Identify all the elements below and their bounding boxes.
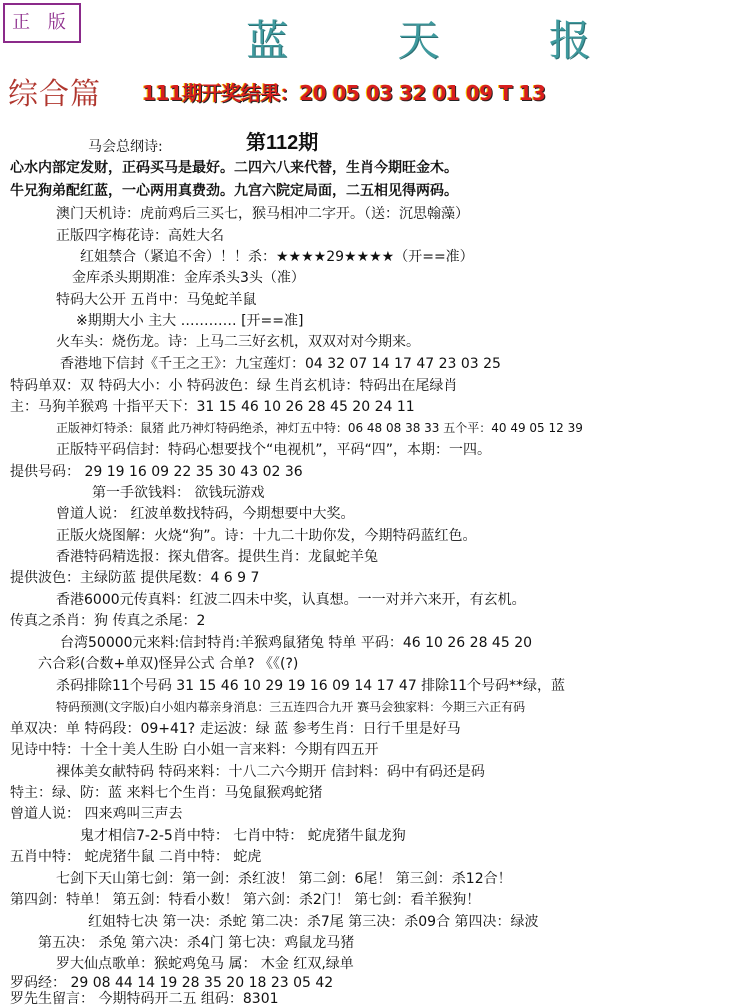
text-line: 曾道人说： 四来鸡叫三声去 <box>10 806 183 822</box>
text-line: 火车头：烧伤龙。诗：上马二三好玄机，双双对对今期来。 <box>56 334 420 350</box>
text-line: 香港地下信封《千王之王》：九宝莲灯：04 32 07 14 17 47 23 03 25 <box>60 356 501 372</box>
section-heading: 综合篇 <box>8 77 101 112</box>
text-line: 曾道人说： 红波单数找特码，今期想要中大奖。 <box>56 506 355 522</box>
text-line: 香港特码精选报：探丸借客。提供生肖：龙鼠蛇羊兔 <box>56 549 378 565</box>
text-line: 裸体美女献特码 特码来料：十八二六今期开 信封料：码中有码还是码 <box>56 764 485 780</box>
text-line: 正版火烧图解：火烧“狗”。诗：十九二十助你发，今期特码蓝红色。 <box>56 528 477 544</box>
text-line: 金库杀头期期准：金库杀头3头（准） <box>72 270 305 286</box>
text-line: 正版神灯特杀：鼠猪 此乃神灯特码绝杀，神灯五中特：06 48 08 38 33 五个平：40 49 05 12 39 <box>56 421 583 435</box>
genuine-stamp: 正 版 <box>3 3 81 43</box>
text-line: 特码大公开 五肖中：马兔蛇羊鼠 <box>56 292 257 308</box>
text-line: 心水内部定发财，正码买马是最好。二四六八来代替，生肖今期旺金木。 <box>10 160 458 176</box>
text-line: 台湾50000元来料:信封特肖:羊猴鸡鼠猪兔 特单 平码：46 10 26 28 45 20 <box>60 635 533 651</box>
issue-number: 第112期 <box>246 132 319 154</box>
text-line: 澳门天机诗：虎前鸡后三买七，猴马相冲二字开。（送：沉思翰藻） <box>56 206 469 222</box>
text-line: ※期期大小 主大 ………… [开==准] <box>76 313 304 329</box>
text-line: 鬼才相信7-2-5肖中特： 七肖中特： 蛇虎猪牛鼠龙狗 <box>80 828 406 844</box>
text-line: 第一手欲钱料： 欲钱玩游戏 <box>92 485 265 501</box>
text-line: 传真之杀肖：狗 传真之杀尾：2 <box>10 613 206 629</box>
text-line: 七剑下天山第七剑：第一剑：杀红波！ 第二剑：6尾！ 第三剑：杀12合！ <box>56 871 512 887</box>
text-line: 香港6000元传真料：红波二四未中奖，认真想。一一对并六来开，有玄机。 <box>56 592 526 608</box>
text-line: 提供波色：主绿防蓝 提供尾数：4 6 9 7 <box>10 570 260 586</box>
text-line: 罗先生留言： 今期特码开二五 组码：8301 <box>10 991 279 1007</box>
text-line: 六合彩(合数+单双)怪异公式 合单? 《《(?) <box>38 656 299 672</box>
text-line: 五肖中特： 蛇虎猪牛鼠 二肖中特： 蛇虎 <box>10 849 262 865</box>
draw-result: 111期开奖结果：20 05 03 32 01 09 T 13 <box>142 81 546 105</box>
text-line: 特码预测(文字版)白小姐内幕亲身消息：三五连四合九开 赛马会独家料：今期三六正有码 <box>56 700 526 714</box>
text-line: 正版特平码信封：特码心想要找个“电视机”，平码“四”，本期：一四。 <box>56 442 492 458</box>
text-line: 牛兄狗弟配红蓝，一心两用真费劲。九宫六院定局面，二五相见得两码。 <box>10 183 458 199</box>
text-line: 特码单双：双 特码大小：小 特码波色：绿 生肖玄机诗：特码出在尾绿肖 <box>10 378 458 394</box>
text-line: 第四剑：特单！ 第五剑：特看小数！ 第六剑：杀2门！ 第七剑：看羊猴狗！ <box>10 892 481 908</box>
text-line: 主：马狗羊猴鸡 十指平天下：31 15 46 10 26 28 45 20 24 11 <box>10 399 415 415</box>
text-line: 正版四字梅花诗：高姓大名 <box>56 228 224 244</box>
text-line: 第五决： 杀兔 第六决：杀4门 第七决：鸡鼠龙马猪 <box>38 935 355 951</box>
text-line: 提供号码： 29 19 16 09 22 35 30 43 02 36 <box>10 464 303 480</box>
text-line: 罗大仙点歌单：猴蛇鸡兔马 属： 木金 红双,绿单 <box>56 956 354 972</box>
text-line: 红姐禁合（紧追不舍）！！杀：★★★★29★★★★（开==准） <box>80 249 474 265</box>
text-line: 特主：绿、防：蓝 来料七个生肖：马兔鼠猴鸡蛇猪 <box>10 785 323 801</box>
text-line: 马会总纲诗: <box>88 139 163 155</box>
text-line: 见诗中特：十全十美人生盼 白小姐一言来料：今期有四五开 <box>10 742 379 758</box>
text-line: 红姐特七决 第一决：杀蛇 第二决：杀7尾 第三决：杀09合 第四决：绿波 <box>88 914 539 930</box>
text-line: 罗码经： 29 08 44 14 19 28 35 20 18 23 05 42 <box>10 975 334 991</box>
page-title: 蓝 天 报 <box>246 16 639 65</box>
text-line: 杀码排除11个号码 31 15 46 10 29 19 16 09 14 17 47 排除11个号码**绿，蓝 <box>56 678 565 694</box>
text-line: 单双决：单 特码段：09+41? 走运波：绿 蓝 参考生肖：日行千里是好马 <box>10 721 461 737</box>
